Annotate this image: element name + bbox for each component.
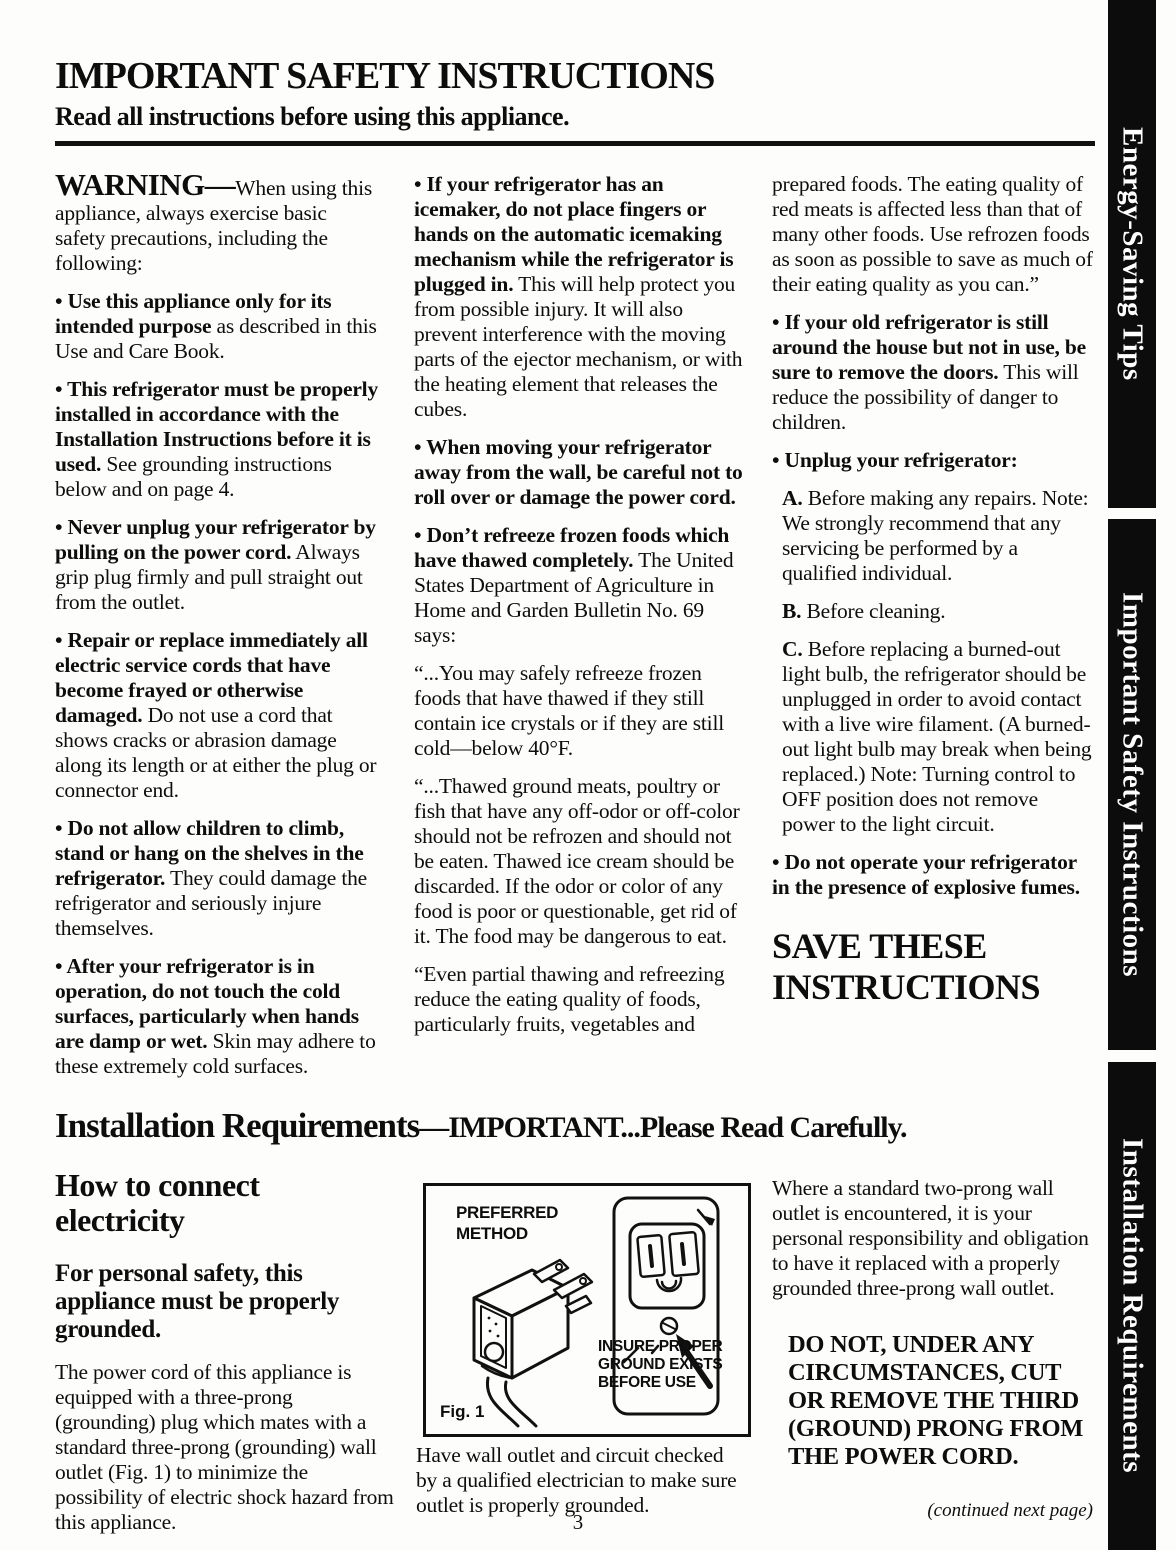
unplug-step: C. Before replacing a burned-out light bulb, the refrigerator should be unplugged in order to avoid contact with a live wire filament. (A burned-out light bulb may break when being replaced.) Note: Turning control to OFF position does not remove power to the light circuit. <box>782 637 1092 836</box>
power-cord-paragraph: The power cord of this appliance is equipped with a three-prong (grounding) plug which mates with a standard three-prong (grounding) wall outlet (Fig. 1) to minimize the possibility of electric shock hazard from this appliance. <box>55 1360 394 1534</box>
warning-paragraph <box>55 167 380 276</box>
how-to-connect-column <box>55 1168 395 1535</box>
safety-column-middle <box>414 172 748 1050</box>
installation-heading-sub: —IMPORTANT...Please Read Carefully. <box>419 1111 907 1144</box>
do-not-cut-warning: DO NOT, UNDER ANY CIRCUMSTANCES, CUT OR REMOVE THE THIRD (GROUND) PRONG FROM THE POWER CORD. <box>788 1331 1084 1470</box>
safety-column-left <box>55 167 380 1092</box>
warning-text: When using this appliance, always exercise basic safety precautions, including the following: <box>55 176 373 275</box>
usda-quote: “Even partial thawing and refreezing reduce the eating quality of foods, particularly fruits, vegetables and <box>414 962 725 1036</box>
safety-bullet: • Don’t refreeze frozen foods which have thawed completely. The United States Department of Agriculture in Home and Garden Bulletin No. 69 says: <box>414 523 734 647</box>
sidebar-tab-label: Installation Requirements <box>1116 1138 1149 1474</box>
safety-bullet: • When moving your refrigerator away from the wall, be careful not to roll over or damage the power cord. <box>414 435 743 509</box>
sidebar-tab-installation-requirements <box>1108 1062 1156 1550</box>
unplug-step: A. Before making any repairs. Note: We strongly recommend that any servicing be performed by a qualified individual. <box>782 486 1089 585</box>
figure-caption: Have wall outlet and circuit checked by a qualified electrician to make sure outlet is properly grounded. <box>416 1443 737 1517</box>
usda-quote: “...You may safely refreeze frozen foods that have thawed if they still contain ice crystals or if they are still cold—below 40°F. <box>414 661 725 760</box>
grounding-subheading: For personal safety, this appliance must be properly grounded. <box>55 1260 340 1343</box>
safety-bullet: • Do not allow children to climb, stand or hang on the shelves in the refrigerator. They could damage the refrigerator and seriously injure themselves. <box>55 816 367 940</box>
sidebar-tab-important-safety-instructions <box>1108 519 1156 1050</box>
ground-exists-label: INSURE PROPER GROUND EXISTS BEFORE USE <box>598 1338 723 1391</box>
save-instructions-heading: SAVE THESE INSTRUCTIONS <box>772 926 1041 1007</box>
unplug-step: B. Before cleaning. <box>782 599 946 623</box>
safety-bullet: • Unplug your refrigerator: <box>772 448 1018 472</box>
page-number: 3 <box>572 1510 584 1534</box>
continuation-paragraph: prepared foods. The eating quality of red meats is affected less than that of many other foods. Use refrozen foods as soon as possible to save as much of their eating quality as you can.” <box>772 172 1093 296</box>
figure-number-label: Fig. 1 <box>440 1402 485 1421</box>
safety-bullet: • If your refrigerator has an icemaker, do not place fingers or hands on the automatic icemaking mechanism while the refrigerator is plugged in. This will help protect you from possible injury. It will also prevent interference with the moving parts of the ejector mechanism, or with the heating element that releases the cubes. <box>414 172 743 421</box>
safety-bullet: • If your old refrigerator is still around the house but not in use, be sure to remove the doors. This will reduce the possibility of danger to children. <box>772 310 1086 434</box>
page-header <box>55 56 1095 146</box>
warning-label: WARNING— <box>55 167 236 202</box>
preferred-method-label: PREFERRED METHOD <box>456 1203 559 1243</box>
header-divider <box>55 141 1095 146</box>
safety-bullet: • Never unplug your refrigerator by pulling on the power cord. Always grip plug firmly and pull straight out from the outlet. <box>55 515 376 614</box>
sidebar-tab-label: Important Safety Instructions <box>1116 591 1149 978</box>
safety-bullet: • Do not operate your refrigerator in the presence of explosive fumes. <box>772 850 1080 899</box>
usda-quote: “...Thawed ground meats, poultry or fish that have any off-odor or off-color should not be refrozen and should not be eaten. Thawed ice cream should be discarded. If the odor or color of any food is poor or questionable, get rid of it. The food may be dangerous to eat. <box>414 774 740 948</box>
safety-bullet: • Use this appliance only for its intended purpose as described in this Use and Care Book. <box>55 289 377 363</box>
page-title: IMPORTANT SAFETY INSTRUCTIONS <box>55 55 715 97</box>
safety-column-right <box>772 172 1094 1008</box>
continued-note: (continued next page) <box>927 1500 1093 1521</box>
two-prong-paragraph: Where a standard two-prong wall outlet is encountered, it is your personal responsibility and obligation to have it replaced with a properly grounded three-prong wall outlet. <box>772 1176 1089 1300</box>
page-subtitle: Read all instructions before using this appliance. <box>55 102 570 131</box>
how-to-connect-heading: How to connect electricity <box>55 1167 260 1238</box>
installation-section-heading <box>55 1106 1095 1146</box>
sidebar-tab-label: Energy-Saving Tips <box>1116 127 1149 381</box>
safety-bullet: • This refrigerator must be properly installed in accordance with the Installation Instructions before it is used. See grounding instructions below and on page 4. <box>55 377 378 501</box>
safety-bullet: • Repair or replace immediately all electric service cords that have become frayed or otherwise damaged. Do not use a cord that shows cracks or abrasion damage along its length or at either the plug or connector end. <box>55 628 377 802</box>
safety-bullet: • After your refrigerator is in operation, do not touch the cold surfaces, particularly when hands are damp or wet. Skin may adhere to these extremely cold surfaces. <box>55 954 376 1078</box>
installation-heading-main: Installation Requirements <box>55 1106 420 1145</box>
figure-1 <box>423 1183 751 1437</box>
two-prong-column <box>772 1176 1094 1471</box>
sidebar-tab-energy-saving-tips <box>1108 0 1156 508</box>
